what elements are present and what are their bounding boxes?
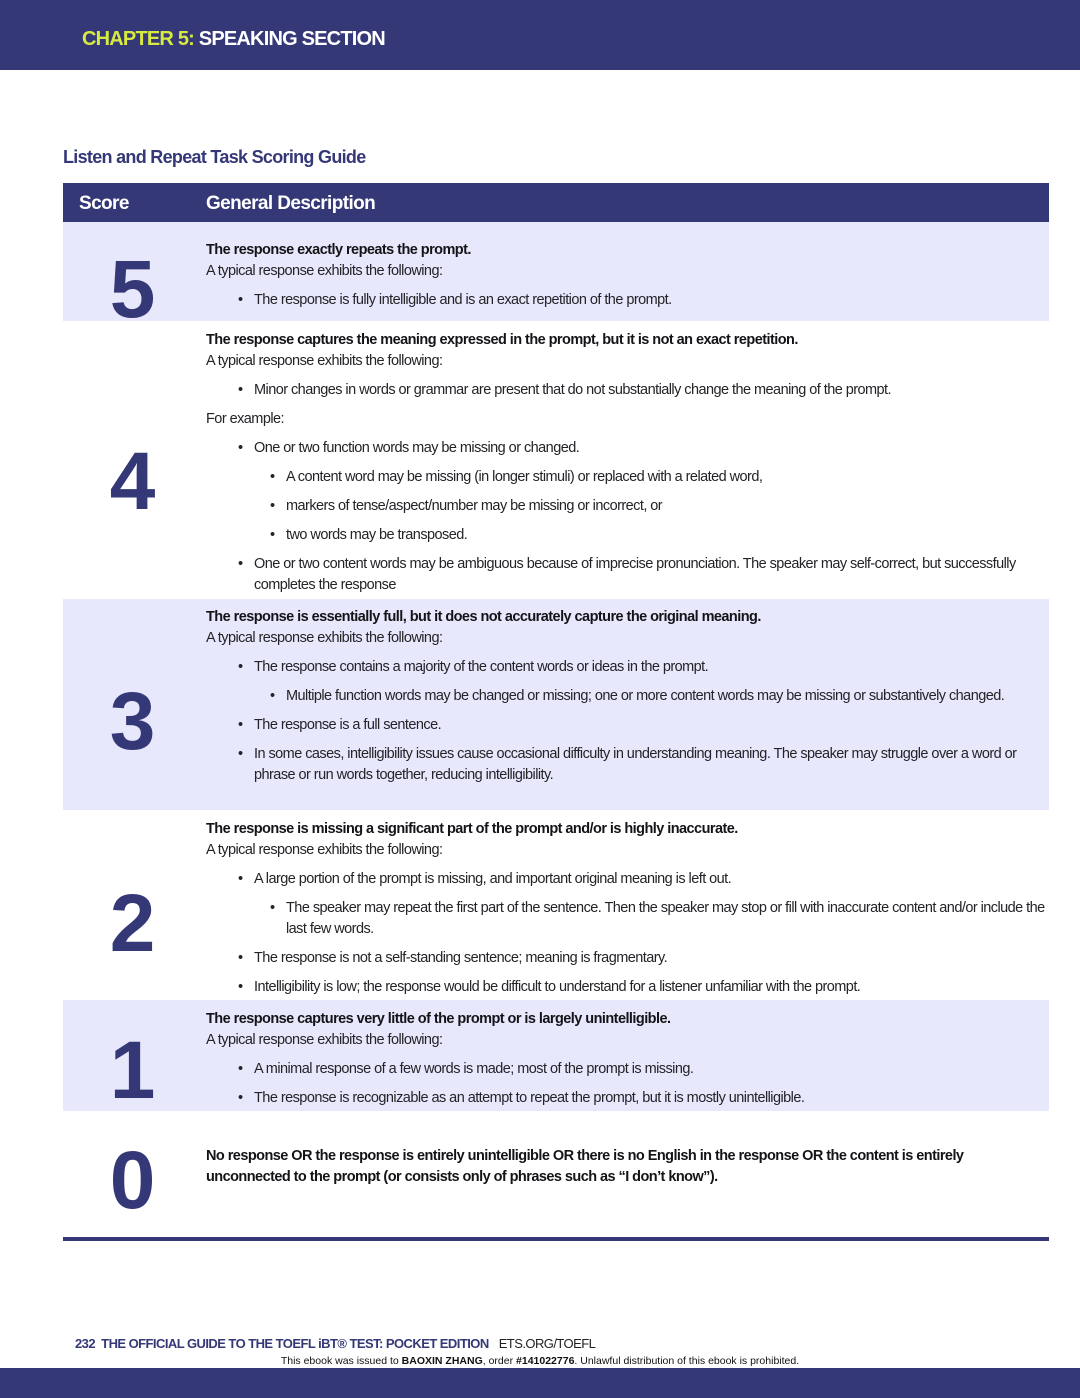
score-row-2 [63,810,1049,1000]
list-item: • The response is a full sentence. [206,715,1049,736]
example-list [206,438,1049,596]
list-item: • The speaker may repeat the first part of the sentence. Then the speaker may stop or fill with inaccurate content and/or include the last few words. [206,898,1049,940]
description-intro: A typical response exhibits the following: [206,630,443,646]
list-item: • In some cases, intelligibility issues cause occasional difficulty in understanding meaning. The speaker may struggle over a word or phrase or run words together, reducing intelligibility. [206,744,1049,786]
criteria-list [206,869,1049,998]
notice-suffix: . Unlawful distribution of this ebook is prohibited. [574,1355,800,1367]
book-title: THE OFFICIAL GUIDE TO THE TOEFL iBT® TEST: POCKET EDITION [101,1336,489,1351]
list-item: • Minor changes in words or grammar are present that do not substantially change the meaning of the prompt. [206,380,1049,401]
description-lead: The response is missing a significant part of the prompt and/or is highly inaccurate. [206,821,738,837]
criteria-list [206,657,1049,786]
score-value: 3 [109,676,154,767]
score-value: 2 [109,878,154,969]
list-item: • Multiple function words may be changed or missing; one or more content words may be missing or substantively changed. [206,686,1049,707]
list-item: • One or two content words may be ambiguous because of imprecise pronunciation. The speaker may self-correct, but successfully completes the response [206,554,1049,596]
criteria-list [206,380,1049,401]
table-bottom-rule [63,1237,1049,1241]
score-description [206,607,1049,786]
score-value: 0 [109,1135,154,1226]
score-row-0 [63,1111,1049,1237]
list-item: • The response is not a self-standing sentence; meaning is fragmentary. [206,948,1049,969]
score-row-4 [63,321,1049,599]
chapter-number: CHAPTER 5: [82,28,195,50]
notice-mid: , order [482,1355,517,1367]
notice-name: BAOXIN ZHANG [401,1355,483,1367]
description-intro: A typical response exhibits the following: [206,353,443,369]
criteria-list [206,290,1049,311]
score-description [206,1009,1049,1109]
score-value: 4 [109,436,154,527]
section-name: SPEAKING SECTION [198,28,385,50]
list-item: • two words may be transposed. [206,525,1049,546]
description-lead: The response exactly repeats the prompt. [206,242,471,258]
list-item: • A content word may be missing (in longer stimuli) or replaced with a related word, [206,467,1049,488]
criteria-list [206,1059,1049,1109]
score-description [206,1146,1049,1188]
distribution-notice [0,1355,1080,1367]
notice-order: #141022776 [516,1355,575,1367]
description-intro: A typical response exhibits the following: [206,842,443,858]
list-item: • markers of tense/aspect/number may be missing or incorrect, or [206,496,1049,517]
description-lead: The response captures the meaning expressed in the prompt, but it is not an exact repetition. [206,332,798,348]
list-item: • One or two function words may be missing or changed. [206,438,1049,459]
chapter-heading [82,28,385,51]
score-value: 1 [109,1025,154,1116]
list-item: • The response is fully intelligible and is an exact repetition of the prompt. [206,290,1049,311]
table-header [63,183,1049,222]
description-lead: The response captures very little of the prompt or is largely unintelligible. [206,1011,671,1027]
description-intro: A typical response exhibits the following: [206,1032,443,1048]
page-footer [75,1336,595,1351]
score-row-5 [63,222,1049,335]
score-row-3 [63,599,1049,810]
site-link[interactable]: ETS.ORG/TOEFL [498,1336,596,1351]
description-lead: No response OR the response is entirely unintelligible OR there is no English in the response OR the content is entirely unconnected to the prompt (or consists only of phrases such as “I don’t know”). [206,1148,964,1185]
scoring-guide-title: Listen and Repeat Task Scoring Guide [63,147,366,167]
score-column-header: Score [79,193,129,214]
description-intro: A typical response exhibits the following: [206,263,443,279]
score-description [206,240,1049,311]
list-item: • A minimal response of a few words is made; most of the prompt is missing. [206,1059,1049,1080]
list-item: • A large portion of the prompt is missing, and important original meaning is left out. [206,869,1049,890]
example-label: For example: [206,411,285,427]
list-item: • The response is recognizable as an attempt to repeat the prompt, but it is mostly unintelligible. [206,1088,1049,1109]
list-item: • Intelligibility is low; the response would be difficult to understand for a listener unfamiliar with the prompt. [206,977,1049,998]
score-description [206,819,1049,998]
score-value: 5 [109,244,154,335]
description-column-header: General Description [206,193,376,214]
description-lead: The response is essentially full, but it does not accurately capture the original meaning. [206,609,761,625]
notice-prefix: This ebook was issued to [280,1355,402,1367]
page-number: 232 [75,1336,96,1351]
list-item: • The response contains a majority of the content words or ideas in the prompt. [206,657,1049,678]
score-description [206,330,1049,596]
score-row-1 [63,1000,1049,1116]
footer-band [0,1368,1080,1398]
